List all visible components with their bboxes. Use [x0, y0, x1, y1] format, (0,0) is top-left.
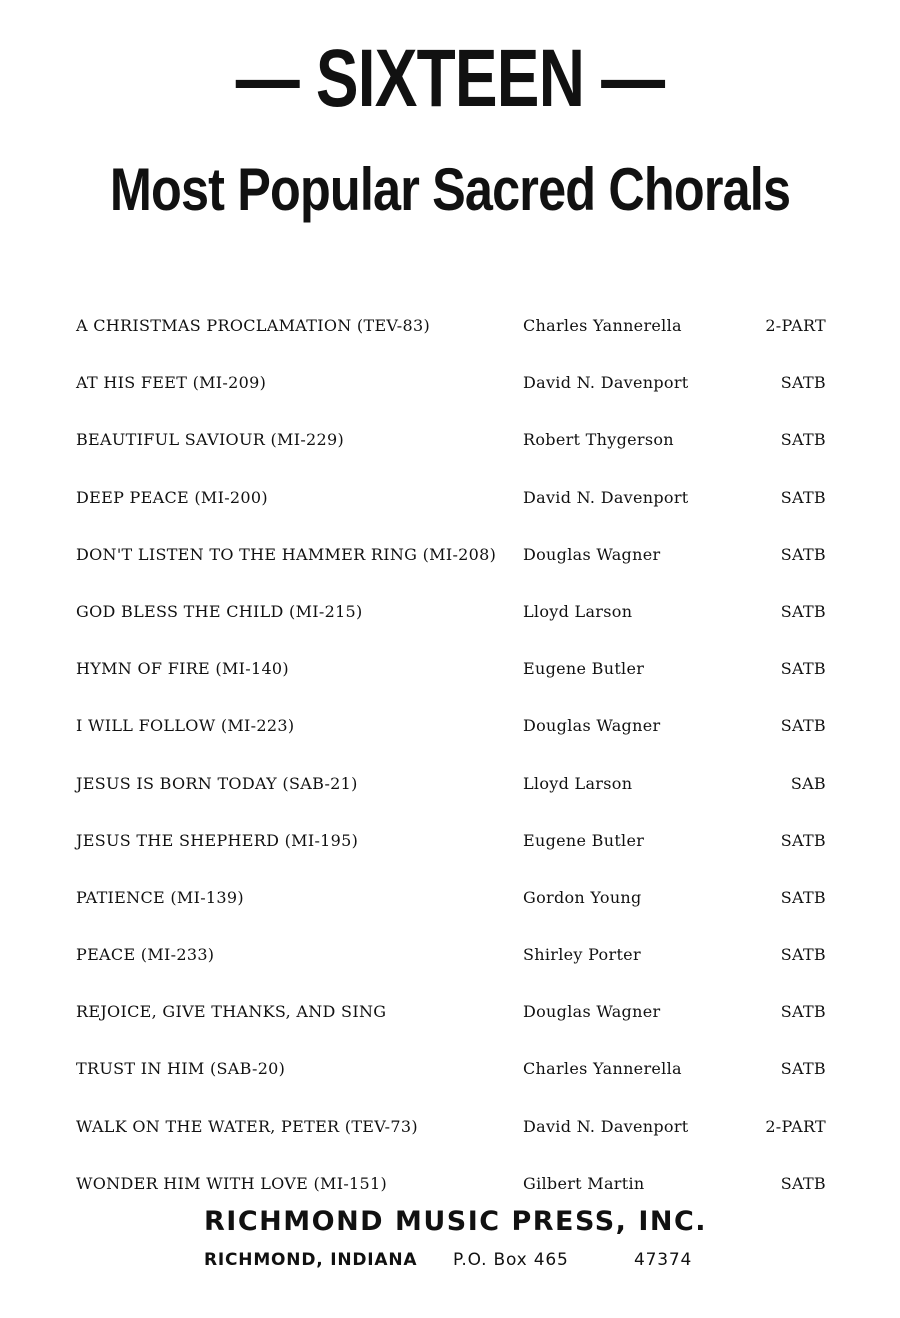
choral-composer: Eugene Butler — [523, 659, 645, 679]
choral-row — [76, 998, 826, 1055]
choral-voicing: SATB — [780, 887, 826, 907]
choral-title: BEAUTIFUL SAVIOUR (MI-229) — [76, 430, 345, 450]
choral-row — [76, 884, 826, 941]
choral-voicing: SATB — [780, 373, 826, 393]
choral-list — [76, 312, 826, 1227]
choral-title: PEACE (MI-233) — [76, 945, 215, 965]
choral-voicing: SATB — [780, 1059, 826, 1079]
choral-title: AT HIS FEET (MI-209) — [76, 373, 267, 393]
choral-composer: Eugene Butler — [523, 830, 645, 850]
choral-voicing: SATB — [780, 945, 826, 965]
choral-voicing: 2-PART — [765, 1116, 826, 1136]
choral-title: REJOICE, GIVE THANKS, AND SING — [76, 1002, 387, 1022]
choral-voicing: SATB — [780, 430, 826, 450]
choral-voicing: 2-PART — [765, 316, 826, 335]
choral-title: I WILL FOLLOW (MI-223) — [76, 716, 295, 736]
choral-composer: David N. Davenport — [523, 487, 689, 507]
choral-voicing: SATB — [780, 716, 826, 736]
choral-title: WONDER HIM WITH LOVE (MI-151) — [76, 1173, 388, 1193]
choral-title: TRUST IN HIM (SAB-20) — [76, 1059, 286, 1079]
choral-voicing: SAB — [790, 773, 826, 793]
choral-row — [76, 655, 826, 712]
choral-row — [76, 312, 826, 369]
choral-title: GOD BLESS THE CHILD (MI-215) — [76, 601, 363, 621]
choral-composer: Douglas Wagner — [523, 1002, 661, 1022]
choral-composer: Shirley Porter — [523, 945, 641, 965]
choral-title: PATIENCE (MI-139) — [76, 887, 244, 907]
choral-composer: Robert Thygerson — [523, 430, 674, 450]
choral-row — [76, 1055, 826, 1112]
page-title: — SIXTEEN — — [235, 33, 665, 124]
choral-voicing: SATB — [780, 830, 826, 850]
choral-composer: David N. Davenport — [523, 373, 689, 393]
choral-title: DEEP PEACE (MI-200) — [76, 487, 268, 507]
choral-voicing: SATB — [780, 544, 826, 564]
choral-title: DON'T LISTEN TO THE HAMMER RING (MI-208) — [76, 544, 497, 564]
choral-row — [76, 369, 826, 426]
choral-title: WALK ON THE WATER, PETER (TEV-73) — [76, 1116, 418, 1136]
choral-row — [76, 712, 826, 769]
choral-row — [76, 941, 826, 998]
publisher-po-box: P.O. Box 465 — [453, 1250, 569, 1270]
choral-composer: Douglas Wagner — [523, 544, 661, 564]
choral-row — [76, 1113, 826, 1170]
choral-composer: Charles Yannerella — [523, 316, 682, 335]
choral-row — [76, 770, 826, 827]
publisher-name: RICHMOND MUSIC PRESS, INC. — [204, 1206, 708, 1237]
publisher-zip: 47374 — [634, 1250, 693, 1270]
choral-row — [76, 426, 826, 483]
page-subtitle: Most Popular Sacred Chorals — [109, 156, 791, 223]
choral-title: JESUS IS BORN TODAY (SAB-21) — [76, 773, 358, 793]
choral-row — [76, 598, 826, 655]
choral-composer: Lloyd Larson — [523, 773, 633, 793]
choral-composer: Lloyd Larson — [523, 601, 633, 621]
publisher-city: RICHMOND, INDIANA — [204, 1250, 418, 1270]
choral-composer: Douglas Wagner — [523, 716, 661, 736]
choral-voicing: SATB — [780, 1002, 826, 1022]
choral-title: HYMN OF FIRE (MI-140) — [76, 659, 289, 679]
choral-composer: Gilbert Martin — [523, 1173, 645, 1193]
choral-voicing: SATB — [780, 659, 826, 679]
choral-composer: David N. Davenport — [523, 1116, 689, 1136]
choral-composer: Gordon Young — [523, 887, 642, 907]
choral-title: A CHRISTMAS PROCLAMATION (TEV-83) — [76, 316, 431, 335]
choral-row — [76, 827, 826, 884]
choral-voicing: SATB — [780, 601, 826, 621]
choral-title: JESUS THE SHEPHERD (MI-195) — [76, 830, 359, 850]
choral-composer: Charles Yannerella — [523, 1059, 682, 1079]
choral-row — [76, 541, 826, 598]
choral-voicing: SATB — [780, 1173, 826, 1193]
choral-row — [76, 484, 826, 541]
choral-voicing: SATB — [780, 487, 826, 507]
